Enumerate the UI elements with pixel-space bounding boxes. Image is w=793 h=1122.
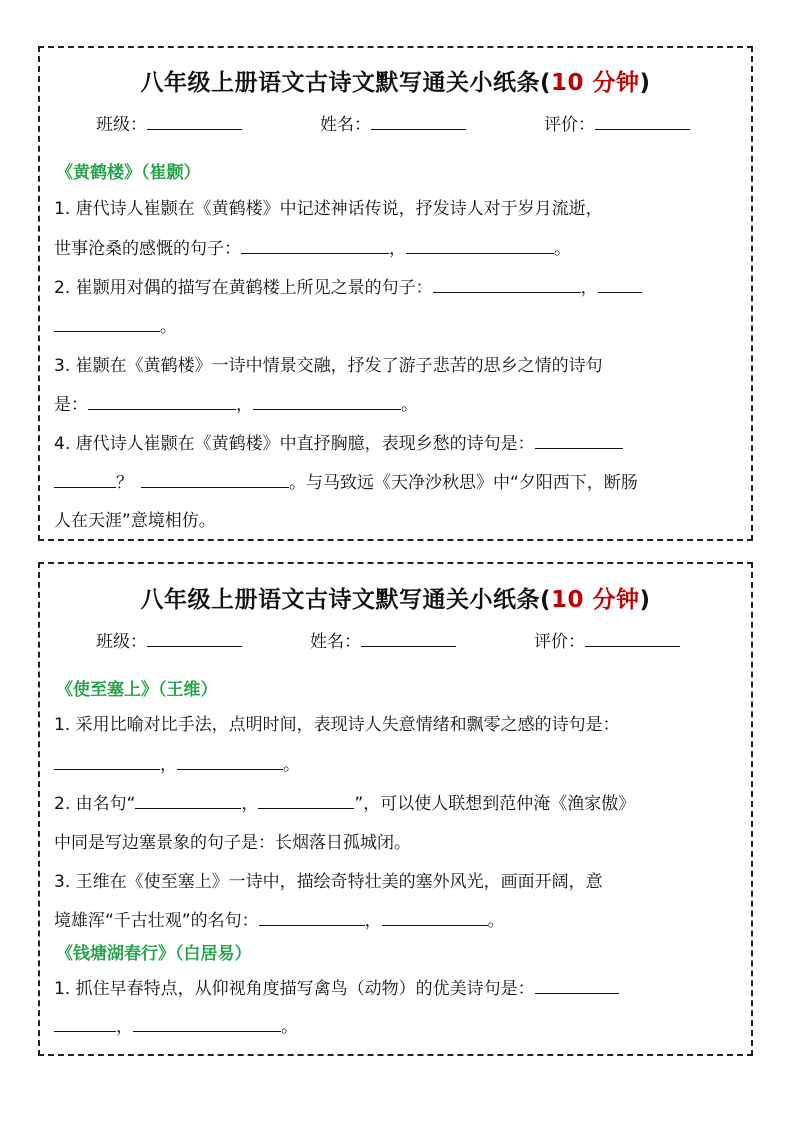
title-close: ) <box>639 70 651 96</box>
comma: ， <box>580 278 598 298</box>
section-title-qiantanghu: 《钱塘湖春行》（白居易） <box>56 944 252 964</box>
section-title-huanghelou: 《黄鹤楼》（崔颢） <box>56 163 201 183</box>
question-4-line-1 <box>54 978 619 1000</box>
question-4-line-3: 人在天涯”意境相仿。 <box>54 511 216 531</box>
class-field[interactable] <box>147 632 242 647</box>
title-text: 八年级上册语文古诗文默写通关小纸条( <box>140 70 551 96</box>
section-title-shizhisaishang: 《使至塞上》（王维） <box>56 680 218 700</box>
name-label: 姓名： <box>310 632 361 652</box>
title-text: 八年级上册语文古诗文默写通关小纸条( <box>140 587 551 613</box>
period: 。 <box>283 755 300 775</box>
question-1-line-2 <box>54 754 300 776</box>
question-3-line-1: 3. 王维在《使至塞上》一诗中，描绘奇特壮美的塞外风光，画面开阔，意 <box>54 872 603 892</box>
q-text: 境雄浑“千古壮观”的名句： <box>54 911 259 931</box>
class-field[interactable] <box>147 115 242 130</box>
name-field[interactable] <box>371 115 466 130</box>
title-time: 10 分钟 <box>550 70 640 96</box>
comma: ， <box>236 395 253 415</box>
question-1-line-1: 1. 唐代诗人崔颢在《黄鹤楼》中记述神话传说，抒发诗人对于岁月流逝， <box>54 199 603 219</box>
question-2-line-2: 中同是写边塞景象的句子是：长烟落日孤城闭。 <box>54 833 411 853</box>
answer-blank[interactable] <box>598 277 642 293</box>
answer-blank[interactable] <box>133 1016 281 1032</box>
q-text: 是： <box>54 395 88 415</box>
question-1-line-1: 1. 采用比喻对比手法，点明时间，表现诗人失意情绪和飘零之感的诗句是： <box>54 715 620 735</box>
question-4-line-2 <box>54 1016 298 1038</box>
q-text: ”，可以使人联想到范仲淹《渔家傲》 <box>354 794 636 814</box>
question-2-line-2 <box>54 316 177 338</box>
answer-blank[interactable] <box>406 238 554 254</box>
question-mark: ？ <box>116 473 133 493</box>
period: 。 <box>401 395 418 415</box>
answer-blank[interactable] <box>141 472 289 488</box>
worksheet-card-1 <box>38 46 753 541</box>
eval-label: 评价： <box>534 632 585 652</box>
card-title <box>40 581 751 614</box>
answer-blank[interactable] <box>433 277 581 293</box>
q-text: 2. 由名句“ <box>54 794 136 814</box>
eval-field[interactable] <box>595 115 690 130</box>
answer-blank[interactable] <box>54 472 116 488</box>
worksheet-card-2 <box>38 562 753 1056</box>
answer-blank[interactable] <box>54 316 160 332</box>
answer-blank[interactable] <box>382 910 488 926</box>
answer-blank[interactable] <box>259 910 365 926</box>
answer-blank[interactable] <box>135 793 241 809</box>
comma: ， <box>160 755 177 775</box>
answer-blank[interactable] <box>258 793 354 809</box>
q-text: 世事沧桑的感慨的句子： <box>54 239 241 259</box>
period: 。 <box>487 911 505 931</box>
question-3-line-1: 3. 崔颢在《黄鹤楼》一诗中情景交融，抒发了游子悲苦的思乡之情的诗句 <box>54 356 603 376</box>
answer-blank[interactable] <box>241 238 389 254</box>
q-text: 。与马致远《天净沙秋思》中“夕阳西下，断肠 <box>289 473 638 493</box>
name-field[interactable] <box>361 632 456 647</box>
comma: ， <box>116 1017 133 1037</box>
card-title <box>40 64 751 97</box>
answer-blank[interactable] <box>88 394 236 410</box>
question-3-line-2 <box>54 910 505 932</box>
answer-blank[interactable] <box>54 1016 116 1032</box>
question-4-line-2 <box>54 472 638 494</box>
answer-blank[interactable] <box>253 394 401 410</box>
answer-blank[interactable] <box>535 433 623 449</box>
title-close: ) <box>639 587 651 613</box>
answer-blank[interactable] <box>535 978 619 994</box>
eval-label: 评价： <box>544 115 595 135</box>
question-2-line-1 <box>54 793 635 815</box>
comma: ， <box>364 911 382 931</box>
q-text: 4. 唐代诗人崔颢在《黄鹤楼》中直抒胸臆，表现乡愁的诗句是： <box>54 434 535 454</box>
period: 。 <box>281 1017 298 1037</box>
period: 。 <box>160 317 177 337</box>
answer-blank[interactable] <box>177 754 283 770</box>
period: 。 <box>554 239 571 259</box>
question-4-line-1 <box>54 433 623 455</box>
question-2-line-1 <box>54 277 642 299</box>
title-time: 10 分钟 <box>550 587 640 613</box>
comma: ， <box>389 239 406 259</box>
answer-blank[interactable] <box>54 754 160 770</box>
comma: ， <box>241 794 259 814</box>
name-label: 姓名： <box>320 115 371 135</box>
question-3-line-2 <box>54 394 418 416</box>
q-text: 2. 崔颢用对偶的描写在黄鹤楼上所见之景的句子： <box>54 278 433 298</box>
class-label: 班级： <box>96 115 147 135</box>
eval-field[interactable] <box>585 632 680 647</box>
class-label: 班级： <box>96 632 147 652</box>
q-text: 1. 抓住早春特点，从仰视角度描写禽鸟（动物）的优美诗句是： <box>54 979 535 999</box>
question-1-line-2 <box>54 238 571 260</box>
